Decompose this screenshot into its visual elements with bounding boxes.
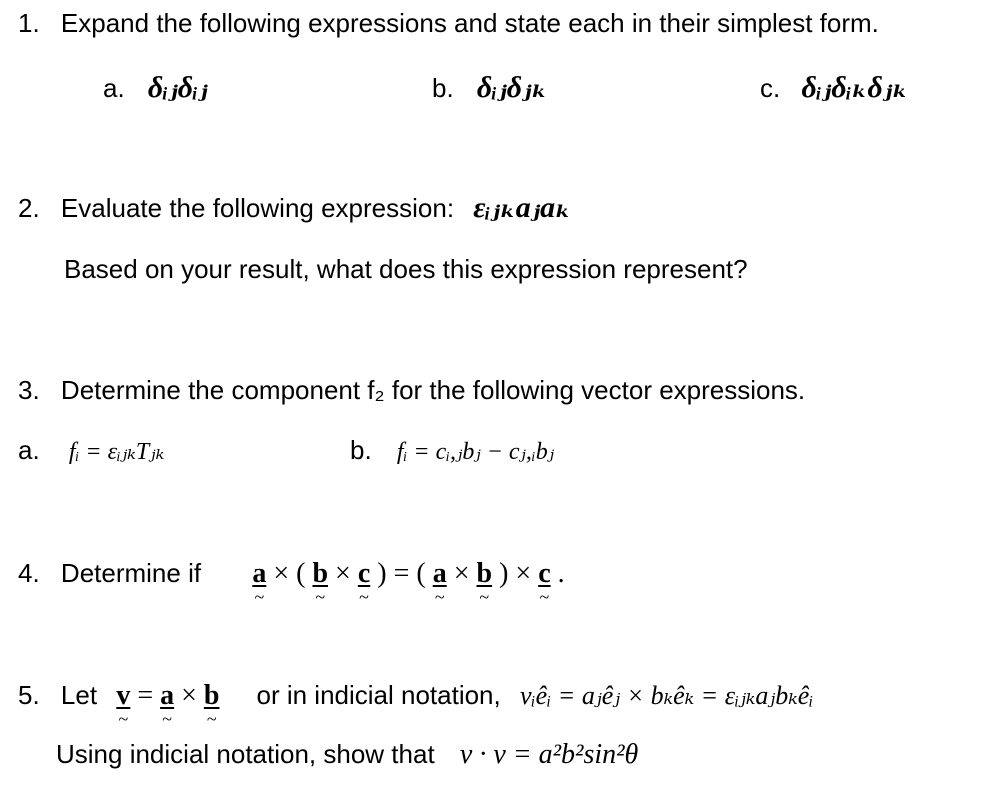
q1-part-c <box>760 73 908 103</box>
part-label: a. <box>103 73 125 103</box>
part-label: c. <box>760 73 781 103</box>
vector-b: b ~ <box>204 682 220 710</box>
q4-expression <box>252 558 564 589</box>
q3-a-expression: fᵢ = εᵢⱼₖTⱼₖ <box>68 439 165 465</box>
question-number: 5. <box>18 680 40 710</box>
question-number: 3. <box>18 375 40 405</box>
show-text: Using indicial notation, show that <box>56 739 435 769</box>
operator: × <box>453 558 477 589</box>
q1-b-expression: δᵢⱼδⱼₖ <box>476 71 548 104</box>
part-label: b. <box>432 73 454 103</box>
question-5-show <box>56 741 638 769</box>
vector-b: b ~ <box>312 560 328 588</box>
q3-part-a <box>18 437 164 464</box>
part-label: a. <box>18 435 40 465</box>
vector-c: c ~ <box>538 560 550 588</box>
question-2 <box>18 193 571 223</box>
vector-v: v ~ <box>116 682 130 710</box>
show-expression: v · v = a²b²sin²θ <box>459 739 639 770</box>
question-text: Determine if <box>60 558 202 588</box>
question-text: Expand the following expressions and state each in their simplest form. <box>60 8 879 38</box>
operator: ) × <box>499 558 539 589</box>
q1-part-a <box>103 73 208 103</box>
question-text: Evaluate the following expression: <box>60 193 455 223</box>
operator: × ( <box>273 558 306 589</box>
part-label: b. <box>350 435 372 465</box>
question-text: Determine the component f₂ for the following vector expressions. <box>60 375 806 405</box>
operator: = <box>137 680 161 711</box>
let-text: Let <box>60 680 98 710</box>
question-4 <box>18 560 565 588</box>
question-number: 2. <box>18 193 40 223</box>
vector-a: a ~ <box>160 682 174 710</box>
v-definition <box>116 680 226 711</box>
or-text: or in indicial notation, <box>256 680 501 710</box>
period: . <box>557 558 565 589</box>
q1-part-b <box>432 73 547 103</box>
vector-a: a ~ <box>252 560 266 588</box>
vector-c: c ~ <box>358 560 370 588</box>
q3-b-expression: fᵢ = cᵢ,ⱼbⱼ − cⱼ,ᵢbⱼ <box>396 439 555 465</box>
operator: × <box>181 680 204 711</box>
q2-expression: εᵢⱼₖaⱼaₖ <box>473 191 571 224</box>
question-1 <box>18 10 879 36</box>
q1-c-expression: δᵢⱼδᵢₖδⱼₖ <box>801 71 908 104</box>
followup-text: Based on your result, what does this expression represent? <box>64 254 748 284</box>
question-number: 4. <box>18 558 40 588</box>
question-2-followup <box>64 256 748 282</box>
q3-part-b <box>350 437 554 464</box>
q1-a-expression: δᵢⱼδᵢⱼ <box>147 71 208 104</box>
question-3 <box>18 377 805 403</box>
vector-a: a ~ <box>433 560 447 588</box>
question-5 <box>18 682 813 710</box>
vector-b: b ~ <box>477 560 493 588</box>
operator: × <box>335 558 358 589</box>
indicial-expression: vᵢêᵢ = aⱼêⱼ × bₖêₖ = εᵢⱼₖaⱼbₖêᵢ <box>519 681 814 710</box>
question-number: 1. <box>18 8 40 38</box>
operator: ) = ( <box>377 558 426 589</box>
